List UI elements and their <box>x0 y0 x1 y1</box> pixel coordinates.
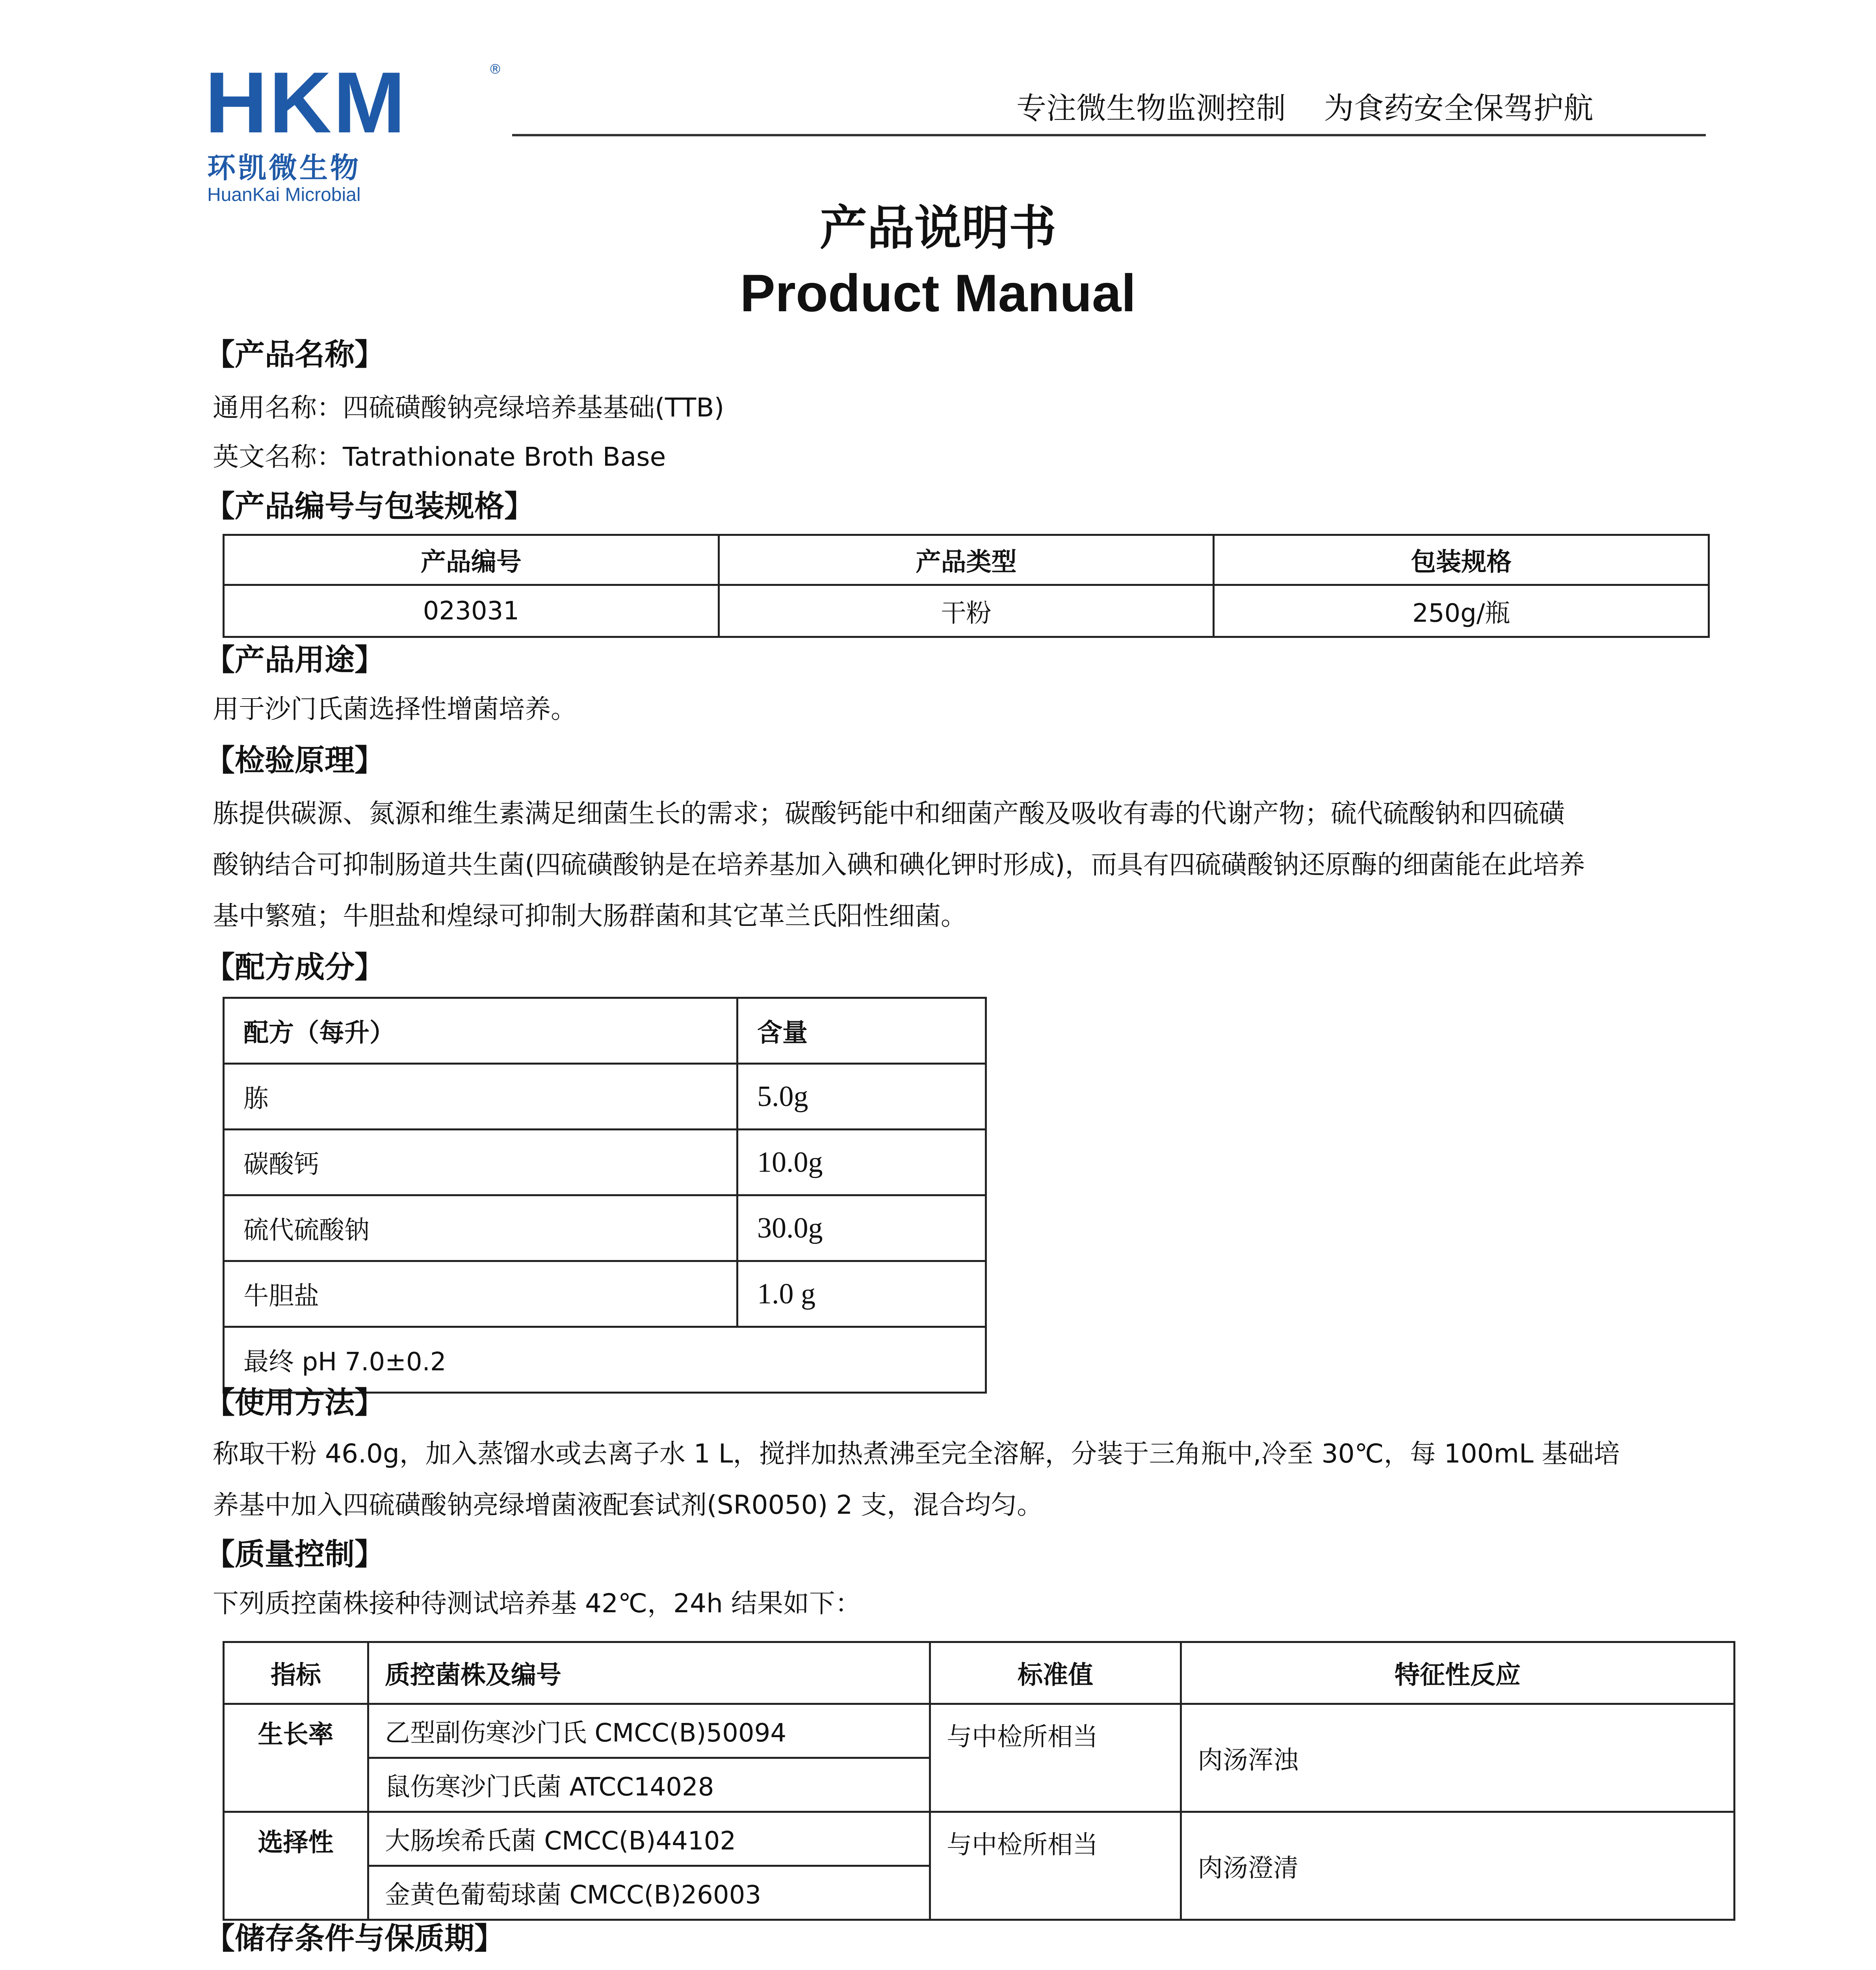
logo-chinese-name: 环凯微生物 <box>207 151 361 184</box>
logo-letters: HKM <box>205 54 407 151</box>
section-heading-qc: 【质量控制】 <box>205 1537 384 1572</box>
table-row <box>224 1195 986 1261</box>
table-header-row <box>224 998 986 1064</box>
section-heading-spec: 【产品编号与包装规格】 <box>205 489 534 524</box>
qc-category: 选择性 <box>224 1812 368 1920</box>
qc-reaction: 肉汤浑浊 <box>1181 1704 1735 1812</box>
qc-strain: 乙型副伤寒沙门氏 CMCC(B)50094 <box>368 1704 930 1758</box>
product-type: 干粉 <box>719 585 1214 637</box>
product-code: 023031 <box>224 585 719 637</box>
ingredient-name: 碳酸钙 <box>224 1130 737 1195</box>
spec-header-package: 包装规格 <box>1214 535 1709 585</box>
qc-strain: 金黄色葡萄球菌 CMCC(B)26003 <box>368 1866 930 1920</box>
table-row <box>224 585 1709 637</box>
title-english: Product Manual <box>740 264 1136 323</box>
ingredient-name: 牛胆盐 <box>224 1261 737 1327</box>
table-row <box>224 1064 986 1130</box>
usage-text: 用于沙门氏菌选择性增菌培养。 <box>213 694 577 724</box>
ingredient-amount: 10.0g <box>737 1130 986 1195</box>
section-heading-storage: 【储存条件与保质期】 <box>205 1921 504 1956</box>
ingredient-amount: 5.0g <box>737 1064 986 1130</box>
qc-header-indicator: 指标 <box>224 1642 368 1704</box>
section-heading-usage: 【产品用途】 <box>205 642 384 677</box>
principle-line: 酸钠结合可抑制肠道共生菌(四硫磺酸钠是在培养基加入碘和碘化钾时形成)，而具有四硫磺酸钠还原酶的细菌能在此培养 <box>213 849 1585 880</box>
qc-header-reaction: 特征性反应 <box>1181 1642 1735 1704</box>
qc-strain: 大肠埃希氏菌 CMCC(B)44102 <box>368 1812 930 1866</box>
table-row <box>224 1812 1735 1866</box>
method-paragraph <box>213 1428 1710 1531</box>
section-heading-product-name: 【产品名称】 <box>205 337 384 372</box>
ingredient-amount: 30.0g <box>737 1195 986 1261</box>
table-row <box>224 1704 1735 1758</box>
section-heading-method: 【使用方法】 <box>205 1385 384 1420</box>
ingredient-name: 硫代硫酸钠 <box>224 1195 737 1261</box>
common-name: 通用名称：四硫磺酸钠亮绿培养基基础(TTB) <box>213 392 724 423</box>
formula-header-ingredient: 配方（每升） <box>224 998 737 1064</box>
package-size: 250g/瓶 <box>1214 585 1709 637</box>
qc-header-standard: 标准值 <box>930 1642 1181 1704</box>
ingredient-amount: 1.0 g <box>737 1261 986 1327</box>
qc-standard: 与中检所相当 <box>930 1812 1181 1920</box>
qc-category: 生长率 <box>224 1704 368 1812</box>
storage-text <box>213 1968 863 1970</box>
method-line: 养基中加入四硫磺酸钠亮绿增菌液配套试剂(SR0050) 2 支，混合均匀。 <box>213 1490 1043 1520</box>
principle-line: 基中繁殖；牛胆盐和煌绿可抑制大肠群菌和其它革兰氏阳性细菌。 <box>213 901 967 931</box>
spec-header-code: 产品编号 <box>224 535 719 585</box>
qc-intro: 下列质控菌株接种待测试培养基 42℃，24h 结果如下： <box>213 1588 861 1619</box>
formula-header-amount: 含量 <box>737 998 986 1064</box>
title-chinese: 产品说明书 <box>820 201 1056 256</box>
method-line: 称取干粉 46.0g，加入蒸馏水或去离子水 1 L，搅拌加热煮沸至完全溶解，分装于三角瓶中,冷至 30℃，每 100mL 基础培 <box>213 1438 1620 1469</box>
table-header-row <box>224 535 1709 585</box>
qc-strain: 鼠伤寒沙门氏菌 ATCC14028 <box>368 1758 930 1812</box>
table-header-row <box>224 1642 1735 1704</box>
qc-standard: 与中检所相当 <box>930 1704 1181 1812</box>
header-divider <box>512 134 1706 136</box>
principle-paragraph <box>213 788 1710 942</box>
principle-line: 胨提供碳源、氮源和维生素满足细菌生长的需求；碳酸钙能中和细菌产酸及吸收有毒的代谢产物；硫代硫酸钠和四硫磺 <box>213 798 1565 829</box>
qc-table <box>223 1641 1735 1921</box>
logo-english-name: HuanKai Microbial <box>207 184 361 205</box>
qc-header-strain: 质控菌株及编号 <box>368 1642 930 1704</box>
registered-mark: ® <box>489 61 502 77</box>
table-row <box>224 1261 986 1327</box>
header-slogan: 专注微生物监测控制 为食药安全保驾护航 <box>1016 91 1594 126</box>
final-ph: 最终 pH 7.0±0.2 <box>224 1327 986 1393</box>
table-row <box>224 1130 986 1195</box>
qc-reaction: 肉汤澄清 <box>1181 1812 1735 1920</box>
section-heading-principle: 【检验原理】 <box>205 743 384 778</box>
english-name: 英文名称：Tatrathionate Broth Base <box>213 442 666 472</box>
ingredient-name: 胨 <box>224 1064 737 1130</box>
spec-header-type: 产品类型 <box>719 535 1214 585</box>
formula-table <box>223 997 987 1394</box>
company-logo <box>205 54 504 205</box>
section-heading-formula: 【配方成分】 <box>205 950 384 985</box>
spec-table <box>223 534 1710 638</box>
